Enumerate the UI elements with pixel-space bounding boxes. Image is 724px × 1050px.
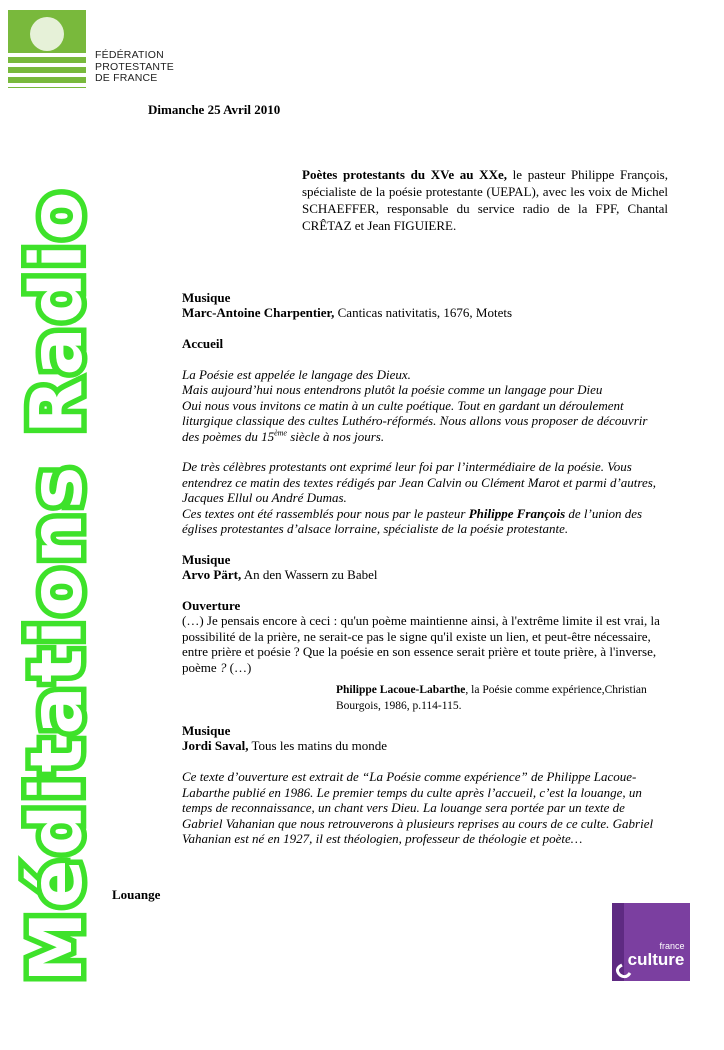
logo-line: DE FRANCE <box>95 72 158 84</box>
composer: Arvo Pärt, <box>182 567 242 583</box>
louange-heading: Louange <box>112 887 161 902</box>
quote-citation <box>182 683 662 714</box>
france-culture-logo-icon <box>612 903 690 981</box>
fc-logo-line2: culture <box>627 950 685 969</box>
quote-reference: , la Poésie comme expérience,Christian Bourgois, 1986, p.114-115. <box>336 684 647 712</box>
work-title: Tous les matins du monde <box>248 738 388 754</box>
fpf-logo-text <box>95 50 174 85</box>
logo-line: FÉDÉRATION <box>95 49 164 61</box>
main-content <box>182 290 662 846</box>
superscript: ème <box>274 428 287 438</box>
accueil-paragraph <box>182 506 662 537</box>
accueil-text: de l’union des églises protestantes d’alsace lorraine, spécialiste de la poésie protestante. <box>182 505 643 537</box>
work-title: An den Wassern zu Babel <box>241 567 378 583</box>
ouverture-body: (…) Je pensais encore à ceci : qu'un poème maintienne ainsi, à l'extrême limite il est vrai, la possibilité de la prière, ne serait-ce pas le signe qu'il existe un lien, et peut-être nécessaire, entre prière et poésie ? Que la poésie en son essence serait prière et toute prière, à l'inverse, poème <box>182 613 660 675</box>
music-line <box>182 567 662 582</box>
composer: Marc-Antoine Charpentier, <box>182 305 335 321</box>
intro-title: Poètes protestants du XVe au XXe, <box>302 167 507 182</box>
fc-logo-line1: france <box>659 941 685 951</box>
section-title: Ouverture <box>182 598 241 614</box>
intro-paragraph <box>302 166 668 234</box>
ouverture-text <box>182 613 662 675</box>
accueil-text: siècle à nos jours. <box>286 428 385 444</box>
accueil-line: Mais aujourd’hui nous entendrons plutôt la poésie comme un langage pour Dieu <box>182 382 603 398</box>
ouverture-end: (…) <box>226 659 252 675</box>
work-title: Canticas nativitatis, 1676, Motets <box>334 305 513 321</box>
ouverture-question: ? <box>219 659 227 675</box>
logo-line: PROTESTANTE <box>95 60 175 73</box>
composer: Jordi Saval, <box>182 738 249 754</box>
music-line <box>182 305 662 320</box>
accueil-line: La Poésie est appelée le langage des Dieux. <box>182 367 411 382</box>
accueil-text: De très célèbres protestants ont exprimé leur foi par l’intermédiaire de la poésie. Vous entendrez ce matin des textes rédigés par Jean Calvin ou Clé <box>182 459 632 490</box>
accueil-text: Oui nous vous invitons ce matin à un culte poétique. Tout en gardant un déroulement liturgique classique des cultes Luthéro-réformés. Nous allons vous proposer de découvrir des poèmes du 15 <box>182 397 648 444</box>
section-title: Musique <box>182 290 231 305</box>
accueil-paragraph <box>182 398 662 444</box>
music-line <box>182 738 662 753</box>
accueil-paragraph <box>182 459 662 505</box>
section-title: Accueil <box>182 336 224 352</box>
intro-text: le pasteur Philippe François, spécialiste de la poésie protestante (UEPAL), avec les voix de Michel SCHAEFFER, responsable du service radio de la FPF, Chantal CRÊTAZ et Jean FIGUIERE. <box>302 167 668 233</box>
pastor-name: Philippe François <box>468 505 566 521</box>
accueil-text: Ces textes ont été rassemblés pour nous par le pasteur <box>182 505 469 521</box>
section-title: Musique <box>182 723 231 739</box>
quote-author: Philippe Lacoue-Labarthe <box>336 684 466 697</box>
vertical-title: Méditations Radio <box>15 187 98 983</box>
accueil-text: t Marot et parmi d’autres, Jacques Ellul ou André Dumas. <box>182 474 657 506</box>
struck-text: men <box>499 474 521 490</box>
broadcast-date: Dimanche 25 Avril 2010 <box>148 102 281 117</box>
section-title: Musique <box>182 551 231 567</box>
fpf-logo-icon <box>8 10 86 88</box>
closing-paragraph: Ce texte d’ouverture est extrait de “La Poésie comme expérience” de Philippe Lacoue-Labarthe publié en 1986. Le premier temps du culte après l’accueil, c’est la louange, un temps de reconnaissance, un chant vers Dieu. La louange sera portée par un texte de Gabriel Vahanian que nous retrouverons à plusieurs reprises au cours de ce culte. Gabriel Vahanian est né en 1927, il est théologien, professeur de théologie et poète… <box>182 769 654 846</box>
